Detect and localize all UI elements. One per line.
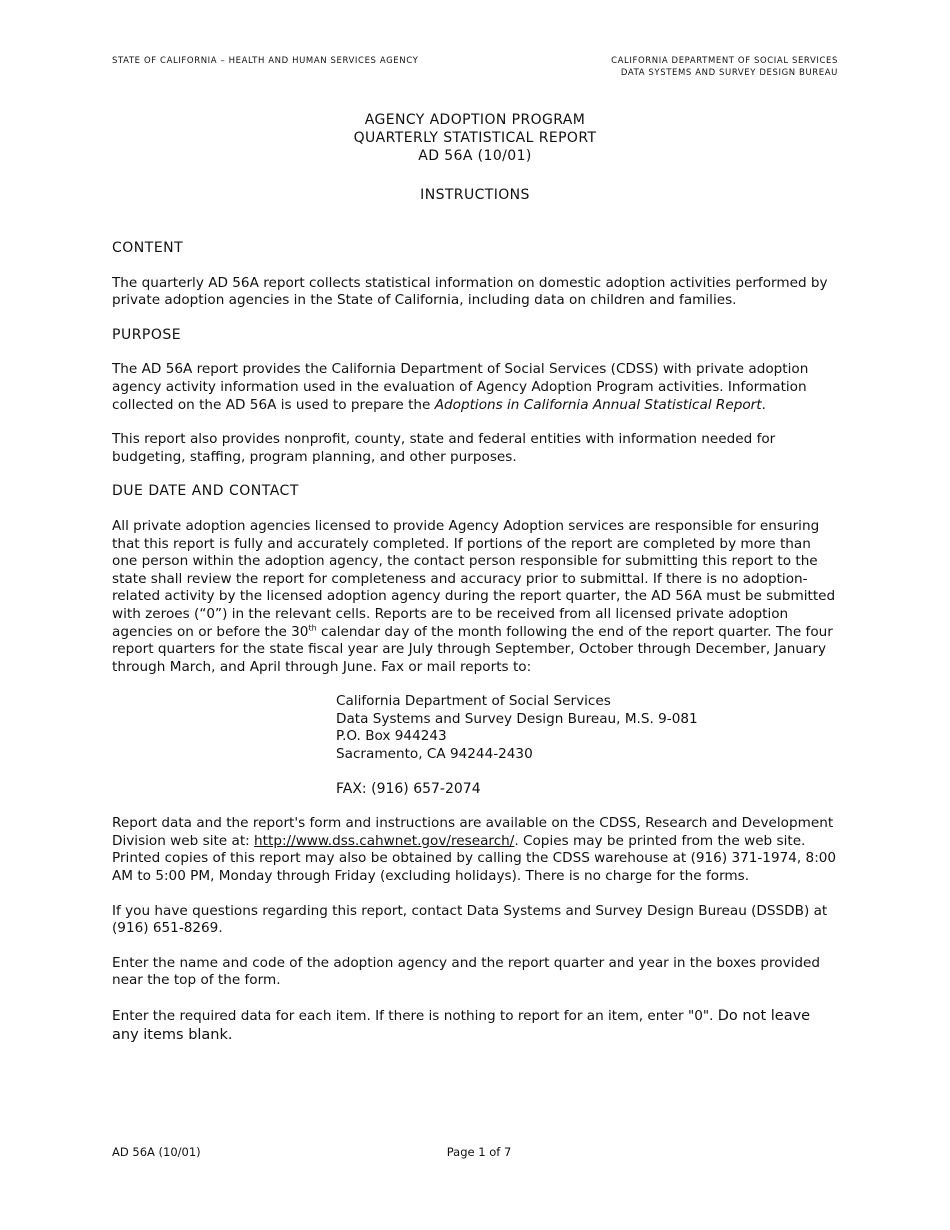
document-body	[112, 240, 840, 1062]
content-paragraph: The quarterly AD 56A report collects statistical information on domestic adoption activities performed by private adoption agencies in the State of California, including data on children and families.	[112, 274, 828, 309]
ordinal-suffix: th	[308, 622, 317, 632]
footer-page-number: Page 1 of 7	[446, 1145, 512, 1159]
header-agency: STATE OF CALIFORNIA – HEALTH AND HUMAN SERVICES AGENCY	[112, 56, 419, 66]
due-date-heading: DUE DATE AND CONTACT	[112, 483, 299, 500]
enter-data-text: Enter the required data for each item. If there is nothing to report for an item, enter "0".	[112, 1008, 718, 1024]
document-title	[0, 111, 950, 165]
research-website-link[interactable]: http://www.dss.cahwnet.gov/research/	[254, 832, 515, 849]
do-not-leave-blank: Do not leave any items blank.	[112, 1008, 811, 1043]
content-heading: CONTENT	[112, 240, 184, 256]
purpose-paragraph-2: This report also provides nonprofit, county, state and federal entities with information needed for budgeting, staffing, program planning, and other purposes.	[112, 431, 776, 465]
address-line4: Sacramento, CA 94244-2430	[336, 746, 533, 763]
purpose-heading: PURPOSE	[112, 326, 182, 343]
fax-number: FAX: (916) 657-2074	[336, 780, 481, 797]
address-line3: P.O. Box 944243	[336, 728, 447, 745]
availability-text-b: . Copies may be printed from the web site. Printed copies of this report may also be obtained by calling the CDSS warehouse at (916) 371-1974, 8:00 AM to 5:00 PM, Monday through Friday (excluding holidays). There is no charge for the forms.	[112, 832, 837, 885]
purpose-paragraph-1	[112, 361, 840, 414]
footer-form-id: AD 56A (10/01)	[112, 1145, 201, 1159]
availability-text-a: Report data and the report's form and instructions are available on the CDSS, Research and Development Division web site at:	[112, 815, 834, 849]
mailing-address	[336, 693, 840, 763]
instructions-heading: INSTRUCTIONS	[420, 187, 530, 203]
due-text-b: calendar day of the month following the end of the report quarter. The four report quarters for the state fiscal year are July through September, October through December, January through March, and April through June. Fax or mail reports to:	[112, 623, 833, 675]
enter-name-paragraph: Enter the name and code of the adoption agency and the report quarter and year in the boxes provided near the top of the form.	[112, 954, 821, 989]
purpose-text: The AD 56A report provides the California Department of Social Services (CDSS) with private adoption agency activity information used in the evaluation of Agency Adoption Program activities. Information collected on the AD 56A is used to prepare the	[112, 361, 809, 413]
due-date-paragraph	[112, 518, 840, 676]
purpose-period: .	[761, 396, 766, 413]
enter-data-paragraph	[112, 1007, 840, 1045]
title-line1: AGENCY ADOPTION PROGRAM	[364, 112, 586, 128]
address-line1: California Department of Social Services	[336, 693, 611, 710]
address-line2: Data Systems and Survey Design Bureau, M.S. 9-081	[336, 710, 698, 727]
questions-paragraph: If you have questions regarding this report, contact Data Systems and Survey Design Bureau (DSSDB) at (916) 651-8269.	[112, 902, 828, 937]
report-title-italic: Adoptions in California Annual Statistical Report	[434, 396, 762, 413]
header-department	[611, 55, 838, 79]
title-form-id: AD 56A (10/01)	[418, 148, 532, 164]
title-line2: QUARTERLY STATISTICAL REPORT	[353, 130, 597, 146]
header-department-line1: CALIFORNIA DEPARTMENT OF SOCIAL SERVICES	[611, 56, 838, 66]
availability-paragraph	[112, 815, 840, 885]
due-text-a: All private adoption agencies licensed to provide Agency Adoption services are responsible for ensuring that this report is fully and accurately completed. If portions of the report are completed by more than one person within the adoption agency, the contact person responsible for submitting this report to the state shall review the report for completeness and accuracy prior to submittal. If there is no adoption-related activity by the licensed adoption agency during the report quarter, the AD 56A must be submitted with zeroes (“0”) in the relevant cells. Reports are to be received from all licensed private adoption agencies on or before the 30	[112, 517, 836, 640]
header-department-line2: DATA SYSTEMS AND SURVEY DESIGN BUREAU	[620, 68, 838, 78]
